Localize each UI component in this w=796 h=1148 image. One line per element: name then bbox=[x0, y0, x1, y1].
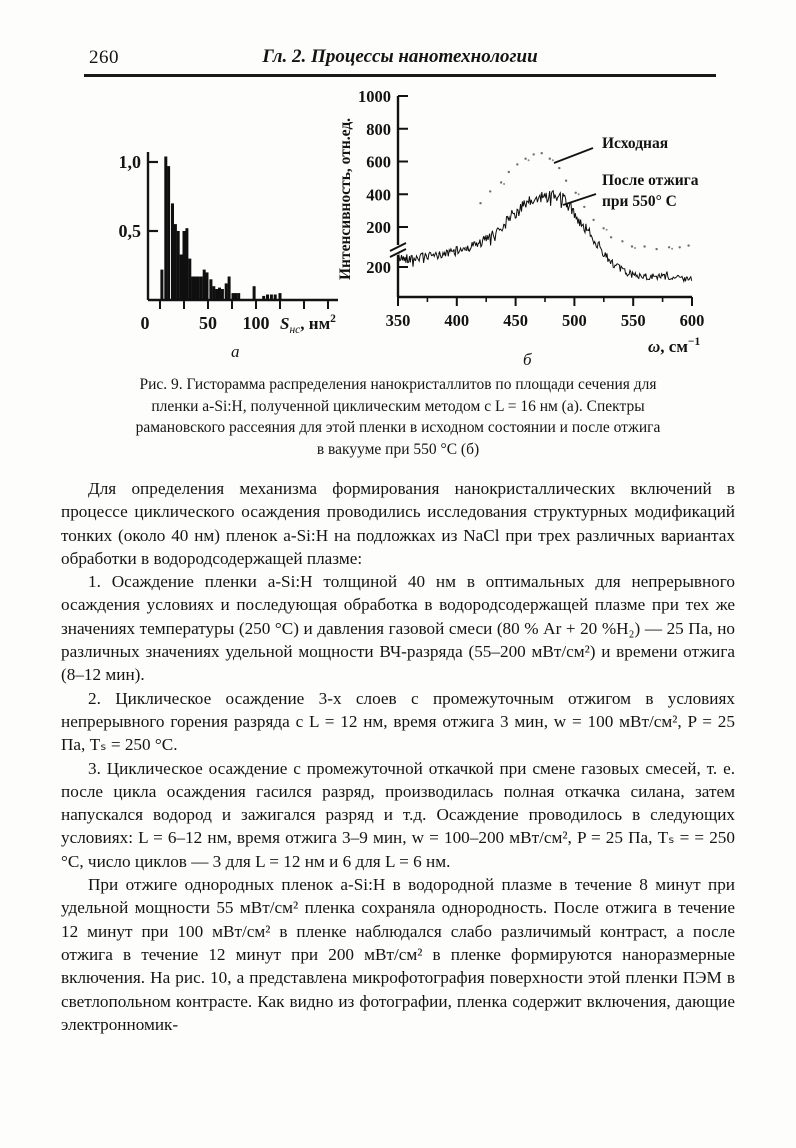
hist-bar bbox=[279, 293, 282, 300]
hist-x-axis-label: $S_{нс}$, $нм^2$ bbox=[280, 313, 336, 336]
x-tick-label: 400 bbox=[444, 311, 470, 330]
hist-bar bbox=[191, 277, 194, 301]
body-paragraph: 2. Циклическое осаждение 3-х слоев с промежуточным отжигом в условиях непрерывного горения разряда с L = 12 нм, время отжига 3 мин, w = 100 мВт/см², P = 25 Па, Tₛ = 250 °C. bbox=[61, 688, 735, 755]
y-tick-label: 400 bbox=[366, 185, 391, 205]
hist-bar bbox=[160, 270, 163, 300]
initial-dot bbox=[668, 246, 670, 248]
raman-annotations bbox=[554, 135, 699, 210]
label-initial: Исходная bbox=[602, 135, 669, 152]
label-annealed-line1: После отжига bbox=[602, 172, 699, 189]
body-paragraph: 1. Осаждение пленки a-Si:H толщиной 40 нм в оптимальных для непрерывного осаждения условиях и последующая обработка в водородсодержащей плазме при тех же значениях температуры (250 °C) и давления газовой смеси (80 % Ar + 20 %H₂) — 25 Па, но различных значениях удельной мощности ВЧ-разряда (55–200 мВт/см²) и времени отжига (8–12 мин). bbox=[61, 572, 735, 685]
body-paragraph: 3. Циклическое осаждение с промежуточной откачкой при смене газовых смесей, т. е. после цикла осаждения гасился разряд, производилась полная откачка силана, затем напускался водород и зажигался разряд и т.д. Осаждение проводилось в следующих условиях: L = 6–12 нм, время отжига 3–9 мин, w = 100–200 мВт/см², P = 25 Па, Tₛ = = 250 °C, число циклов — 3 для L = 12 нм и 6 для L = 6 нм. bbox=[61, 758, 735, 871]
hist-bar bbox=[215, 289, 218, 300]
hist-bar bbox=[206, 272, 209, 300]
initial-dot bbox=[489, 190, 491, 192]
hist-bar bbox=[266, 295, 269, 301]
hist-bar bbox=[253, 286, 256, 300]
label-initial-pointer bbox=[554, 148, 593, 163]
initial-dot bbox=[558, 167, 560, 169]
initial-dot bbox=[565, 180, 567, 182]
hist-bar bbox=[228, 277, 231, 301]
hist-bar bbox=[237, 293, 240, 300]
hist-bar bbox=[183, 231, 186, 300]
body-paragraph: При отжиге однородных пленок a-Si:H в водородной плазме в течение 8 минут при удельной мощности 55 мВт/см² пленка сохраняла однородность. После отжига в течение 12 минут при 100 мВт/см² в пленке наблюдался слабо различимый контраст, а после отжига в течение 12 минут при 200 мВт/см² в пленке формируются наноразмерные включения. На рис. 10, а представлена микрофотография поверхности этой пленки ПЭМ в светлопольном контрасте. Как видно из фотографии, пленка содержит включения, дающие электронномик- bbox=[61, 875, 735, 1034]
initial-dot bbox=[541, 152, 543, 154]
hist-bar bbox=[188, 259, 191, 300]
x-tick-label: 350 bbox=[385, 311, 411, 330]
initial-dot bbox=[602, 227, 604, 229]
hist-bar bbox=[194, 277, 197, 301]
body-text bbox=[61, 477, 735, 1036]
initial-dot bbox=[533, 153, 535, 155]
hist-bar bbox=[209, 279, 212, 300]
hist-axes bbox=[119, 152, 339, 336]
initial-dot bbox=[549, 158, 551, 160]
y-tick-label: 800 bbox=[366, 119, 391, 139]
chapter-header: Гл. 2. Процессы нанотехнологии bbox=[262, 46, 538, 67]
initial-dot bbox=[643, 245, 645, 247]
x-tick-label: 550 bbox=[620, 311, 646, 330]
caption-line: Рис. 9. Гисторамма распределения нанокристаллитов по площади сечения для bbox=[139, 376, 657, 393]
label-annealed-pointer bbox=[563, 194, 596, 205]
hist-bar bbox=[185, 228, 188, 300]
raman-axes bbox=[337, 87, 704, 356]
hist-bar bbox=[212, 286, 215, 300]
caption-line: пленки a-Si:H, полученной циклическим методом с L = 16 нм (а). Спектры bbox=[151, 397, 645, 415]
hist-bar bbox=[167, 166, 170, 300]
hist-bar bbox=[262, 296, 265, 300]
initial-dot bbox=[479, 202, 481, 204]
hist-bar bbox=[218, 288, 221, 300]
initial-dot bbox=[687, 244, 689, 246]
initial-dot bbox=[621, 240, 623, 242]
hist-bar bbox=[177, 231, 180, 300]
raman-y-axis-label: Интенсивность, отн.ед. bbox=[337, 117, 354, 281]
initial-dot bbox=[575, 192, 577, 194]
y-tick-label: 600 bbox=[366, 152, 391, 172]
initial-dot bbox=[516, 163, 518, 165]
hist-bar bbox=[197, 277, 200, 301]
label-annealed-line2: при 550° C bbox=[602, 193, 677, 210]
caption-line: рамановского рассеяния для этой пленки в исходном состоянии и после отжига bbox=[135, 419, 661, 436]
hist-bar bbox=[234, 293, 237, 300]
hist-bar bbox=[200, 277, 203, 301]
raman-spectra-chart bbox=[330, 84, 776, 384]
hist-bars bbox=[160, 157, 281, 301]
figure-caption bbox=[70, 374, 726, 460]
x-tick-label: 50 bbox=[199, 313, 217, 333]
body-paragraph: Для определения механизма формирования нанокристаллических включений в процессе циклического осаждения проводились исследования структурных модификаций тонких (около 40 нм) пленок a-Si:H на подложках из NaCl при трех различных вариантах обработки в водородсодержащей плазме: bbox=[61, 479, 735, 568]
initial-dot bbox=[500, 181, 502, 183]
initial-dot bbox=[592, 219, 594, 221]
x-tick-label: 600 bbox=[679, 311, 705, 330]
hist-bar bbox=[174, 224, 177, 300]
initial-dot bbox=[524, 158, 526, 160]
hist-bar bbox=[221, 289, 224, 300]
raman-x-axis-label: ω, $см^{-1}$ bbox=[648, 336, 701, 356]
x-tick-label: 0 bbox=[140, 313, 150, 333]
subfigure-label-b: б bbox=[523, 350, 532, 369]
y-tick-label: 0,5 bbox=[118, 221, 141, 241]
initial-dot bbox=[679, 246, 681, 248]
caption-line: в вакууме при 550 °C (б) bbox=[316, 440, 480, 458]
hist-bar bbox=[180, 255, 183, 301]
x-tick-label: 100 bbox=[242, 313, 270, 333]
initial-dot bbox=[631, 245, 633, 247]
initial-dot bbox=[583, 206, 585, 208]
y-tick-label: 1000 bbox=[358, 87, 391, 106]
y-tick-label: 1,0 bbox=[118, 152, 141, 172]
x-tick-label: 450 bbox=[503, 311, 528, 330]
hist-bar bbox=[232, 293, 235, 300]
page-number: 260 bbox=[89, 47, 119, 68]
y-tick-label-lower: 200 bbox=[366, 258, 391, 277]
initial-dot bbox=[508, 171, 510, 173]
hist-bar bbox=[274, 295, 277, 301]
hist-bar bbox=[225, 283, 228, 300]
x-tick-label: 500 bbox=[562, 311, 587, 330]
header-rule bbox=[84, 74, 716, 77]
initial-dot bbox=[610, 236, 612, 238]
hist-bar bbox=[203, 270, 206, 300]
initial-dot bbox=[655, 248, 657, 250]
y-tick-label: 200 bbox=[366, 218, 391, 237]
hist-bar bbox=[171, 203, 174, 300]
hist-bar bbox=[164, 157, 167, 301]
hist-bar bbox=[270, 295, 273, 301]
subfigure-label-a: а bbox=[231, 342, 240, 361]
